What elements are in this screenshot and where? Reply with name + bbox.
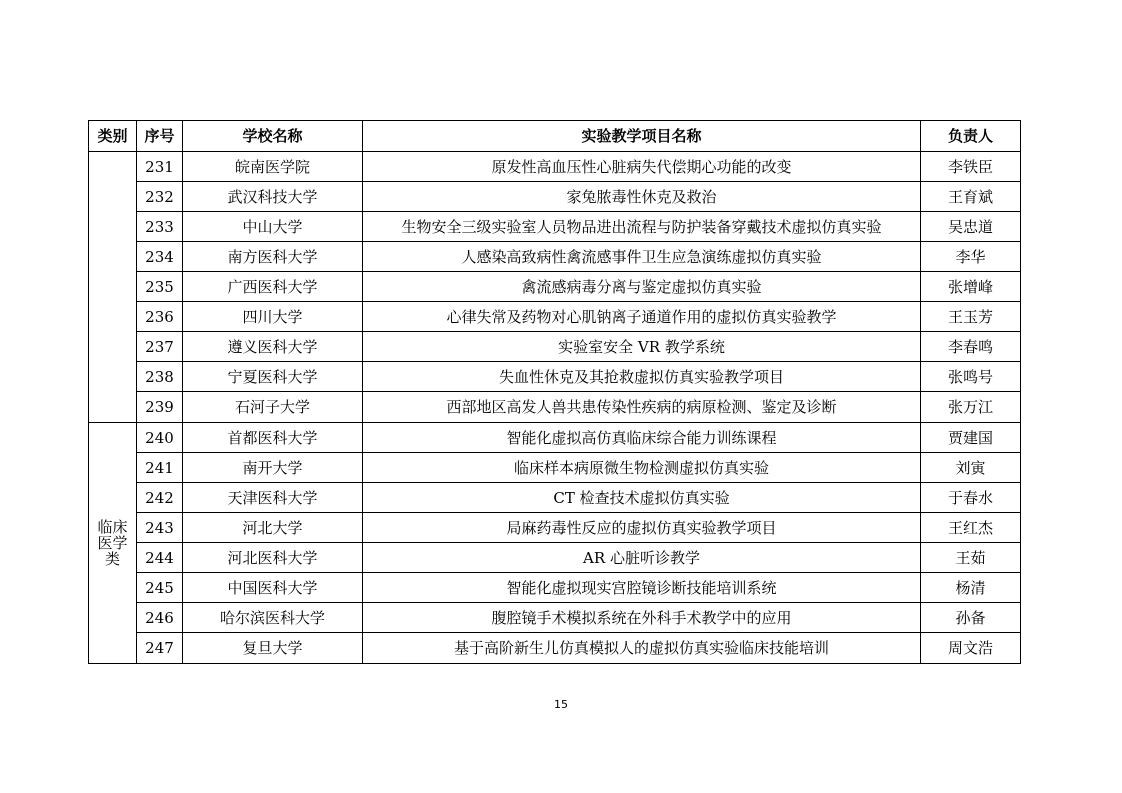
- seq-cell: 234: [137, 242, 183, 272]
- project-cell: 家兔脓毒性休克及救治: [363, 182, 921, 212]
- table-row: [89, 633, 1021, 664]
- project-cell: 基于高阶新生儿仿真模拟人的虚拟仿真实验临床技能培训: [363, 633, 921, 664]
- seq-cell: 244: [137, 543, 183, 573]
- school-cell: 石河子大学: [183, 392, 363, 423]
- header-seq: 序号: [137, 121, 183, 152]
- table-row: [89, 242, 1021, 272]
- school-cell: 宁夏医科大学: [183, 362, 363, 392]
- leader-cell: 张鸣号: [921, 362, 1021, 392]
- leader-cell: 王育斌: [921, 182, 1021, 212]
- leader-cell: 王玉芳: [921, 302, 1021, 332]
- table-row: [89, 332, 1021, 362]
- table-row: [89, 483, 1021, 513]
- table-row: [89, 302, 1021, 332]
- leader-cell: 李铁臣: [921, 152, 1021, 182]
- seq-cell: 237: [137, 332, 183, 362]
- project-cell: 失血性休克及其抢救虚拟仿真实验教学项目: [363, 362, 921, 392]
- seq-cell: 245: [137, 573, 183, 603]
- table-row: [89, 603, 1021, 633]
- school-cell: 南开大学: [183, 453, 363, 483]
- seq-cell: 246: [137, 603, 183, 633]
- project-cell: 西部地区高发人兽共患传染性疾病的病原检测、鉴定及诊断: [363, 392, 921, 423]
- table-row: [89, 182, 1021, 212]
- seq-cell: 231: [137, 152, 183, 182]
- header-project: 实验教学项目名称: [363, 121, 921, 152]
- project-cell: 禽流感病毒分离与鉴定虚拟仿真实验: [363, 272, 921, 302]
- table-row: [89, 212, 1021, 242]
- leader-cell: 刘寅: [921, 453, 1021, 483]
- project-cell: 生物安全三级实验室人员物品进出流程与防护装备穿戴技术虚拟仿真实验: [363, 212, 921, 242]
- project-cell: 临床样本病原微生物检测虚拟仿真实验: [363, 453, 921, 483]
- leader-cell: 于春水: [921, 483, 1021, 513]
- seq-cell: 242: [137, 483, 183, 513]
- project-cell: CT 检查技术虚拟仿真实验: [363, 483, 921, 513]
- school-cell: 广西医科大学: [183, 272, 363, 302]
- project-cell: 腹腔镜手术模拟系统在外科手术教学中的应用: [363, 603, 921, 633]
- table-body: [89, 152, 1021, 664]
- school-cell: 四川大学: [183, 302, 363, 332]
- project-cell: 人感染高致病性禽流感事件卫生应急演练虚拟仿真实验: [363, 242, 921, 272]
- school-cell: 首都医科大学: [183, 423, 363, 453]
- project-cell: AR 心脏听诊教学: [363, 543, 921, 573]
- project-table: [88, 120, 1021, 664]
- category-cell: [89, 152, 137, 423]
- table-row: [89, 362, 1021, 392]
- leader-cell: 张万江: [921, 392, 1021, 423]
- page-number: 15: [554, 698, 568, 711]
- school-cell: 皖南医学院: [183, 152, 363, 182]
- leader-cell: 张增峰: [921, 272, 1021, 302]
- leader-cell: 孙备: [921, 603, 1021, 633]
- school-cell: 河北大学: [183, 513, 363, 543]
- project-cell: 心律失常及药物对心肌钠离子通道作用的虚拟仿真实验教学: [363, 302, 921, 332]
- seq-cell: 240: [137, 423, 183, 453]
- leader-cell: 李春鸣: [921, 332, 1021, 362]
- table-row: [89, 543, 1021, 573]
- leader-cell: 王红杰: [921, 513, 1021, 543]
- table-row: [89, 573, 1021, 603]
- school-cell: 河北医科大学: [183, 543, 363, 573]
- school-cell: 南方医科大学: [183, 242, 363, 272]
- seq-cell: 243: [137, 513, 183, 543]
- seq-cell: 236: [137, 302, 183, 332]
- table-row: [89, 152, 1021, 182]
- project-cell: 智能化虚拟高仿真临床综合能力训练课程: [363, 423, 921, 453]
- table-row: [89, 513, 1021, 543]
- leader-cell: 杨清: [921, 573, 1021, 603]
- seq-cell: 235: [137, 272, 183, 302]
- seq-cell: 238: [137, 362, 183, 392]
- leader-cell: 吴忠道: [921, 212, 1021, 242]
- table-row: [89, 392, 1021, 423]
- leader-cell: 王茹: [921, 543, 1021, 573]
- school-cell: 中山大学: [183, 212, 363, 242]
- table-row: [89, 272, 1021, 302]
- project-cell: 实验室安全 VR 教学系统: [363, 332, 921, 362]
- school-cell: 复旦大学: [183, 633, 363, 664]
- project-cell: 局麻药毒性反应的虚拟仿真实验教学项目: [363, 513, 921, 543]
- leader-cell: 周文浩: [921, 633, 1021, 664]
- school-cell: 天津医科大学: [183, 483, 363, 513]
- seq-cell: 239: [137, 392, 183, 423]
- project-cell: 原发性高血压性心脏病失代偿期心功能的改变: [363, 152, 921, 182]
- leader-cell: 贾建国: [921, 423, 1021, 453]
- school-cell: 武汉科技大学: [183, 182, 363, 212]
- school-cell: 哈尔滨医科大学: [183, 603, 363, 633]
- seq-cell: 232: [137, 182, 183, 212]
- seq-cell: 247: [137, 633, 183, 664]
- project-cell: 智能化虚拟现实宫腔镜诊断技能培训系统: [363, 573, 921, 603]
- table-row: [89, 423, 1021, 453]
- header-school: 学校名称: [183, 121, 363, 152]
- school-cell: 遵义医科大学: [183, 332, 363, 362]
- seq-cell: 241: [137, 453, 183, 483]
- leader-cell: 李华: [921, 242, 1021, 272]
- header-category: 类别: [89, 121, 137, 152]
- header-leader: 负责人: [921, 121, 1021, 152]
- header-row: [89, 121, 1021, 152]
- seq-cell: 233: [137, 212, 183, 242]
- table-row: [89, 453, 1021, 483]
- category-cell: 临床 医学 类: [89, 423, 137, 664]
- school-cell: 中国医科大学: [183, 573, 363, 603]
